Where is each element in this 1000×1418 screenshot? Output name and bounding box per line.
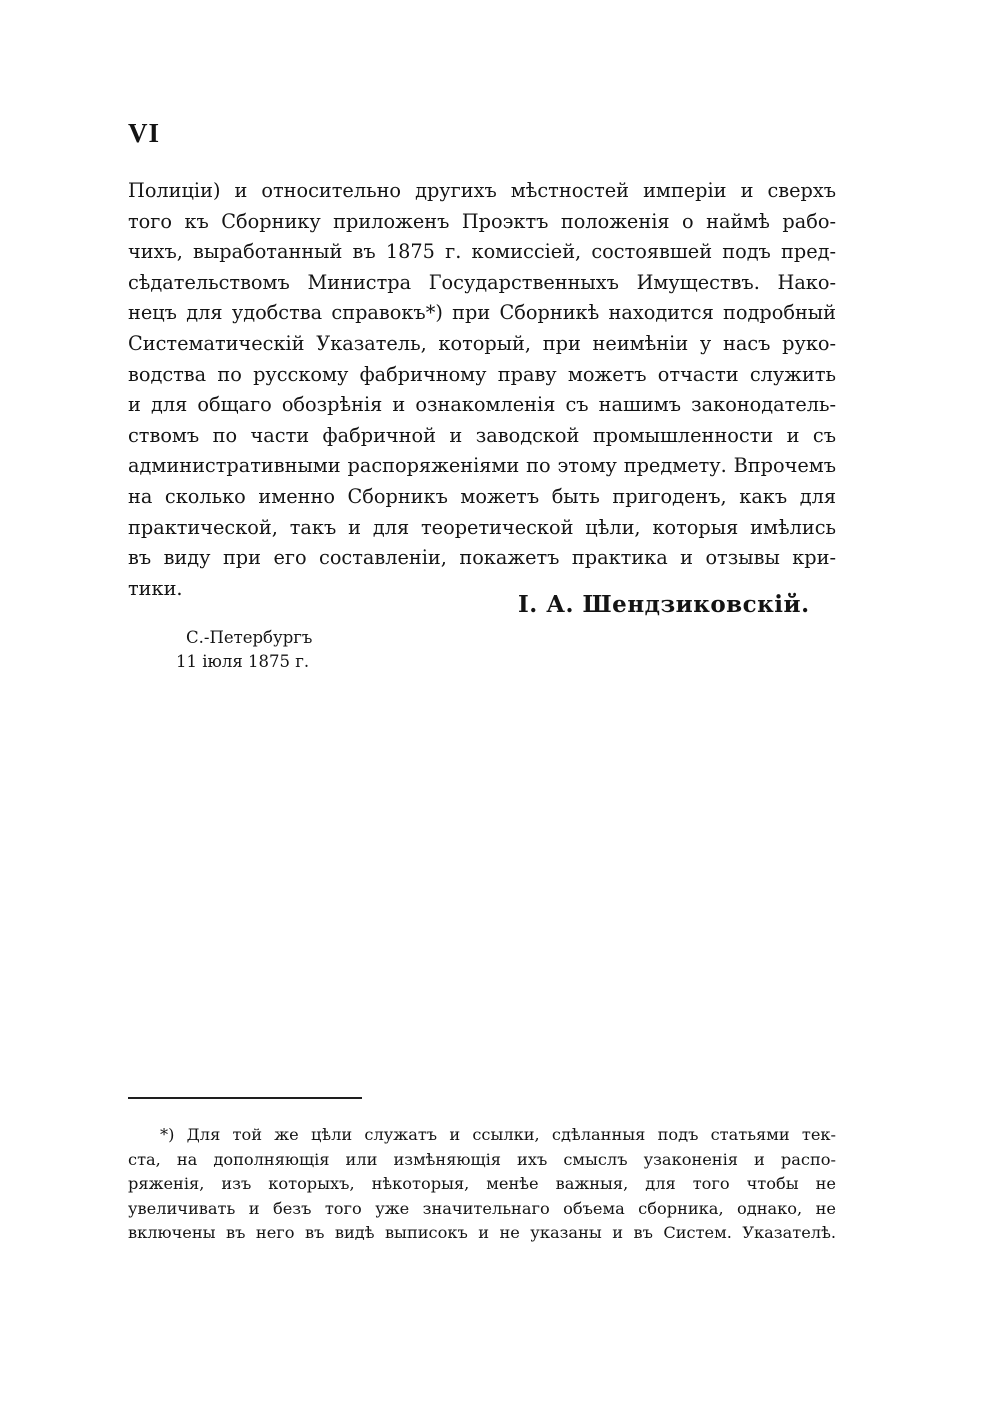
text-line: Систематическій Указатель, который, при неимѣніи у насъ руко- <box>128 331 836 355</box>
footnote-line: ста, на дополняющія или измѣняющія ихъ смыслъ узаконенія и распо- <box>128 1149 836 1169</box>
text-line: ствомъ по части фабричной и заводской промышленности и съ <box>128 423 836 447</box>
text-line: практической, такъ и для теоретической цѣли, которыя имѣлись <box>128 515 836 539</box>
text-line: чихъ, выработанный въ 1875 г. комиссіей, состоявшей подъ пред- <box>128 240 836 264</box>
text-line: на сколько именно Сборникъ можетъ быть пригоденъ, какъ для <box>128 484 836 508</box>
text-line: тики. <box>128 576 183 600</box>
author-signature: I. А. Шендзиковскій. <box>518 591 810 618</box>
text-line: сѣдательствомъ Министра Государственныхъ Имуществъ. Нако- <box>128 270 836 294</box>
text-line: нецъ для удобства справокъ*) при Сборникѣ находится подробный <box>128 301 836 325</box>
text-line: водства по русскому фабричному праву можетъ отчасти служить <box>128 362 836 386</box>
footnote-divider <box>128 1097 362 1099</box>
text-line: въ виду при его составленіи, покажетъ практика и отзывы кри- <box>128 546 836 570</box>
footnote <box>128 1123 836 1246</box>
place-line: С.-Петербургъ <box>186 628 313 647</box>
footnote-line: *) Для той же цѣли служатъ и ссылки, сдѣланныя подъ статьями тек- <box>160 1125 836 1144</box>
footnote-line: увеличивать и безъ того уже значительнаго объема сборника, однако, не <box>128 1198 836 1218</box>
page-number: VI <box>128 118 161 148</box>
text-line: и для общаго обозрѣнія и ознакомленія съ нашимъ законодатель- <box>128 393 836 417</box>
text-line: Полиціи) и относительно другихъ мѣстностей имперіи и сверхъ <box>128 179 836 202</box>
footnote-line: включены въ него въ видѣ выписокъ и не указаны и въ Систем. Указателѣ. <box>128 1223 836 1243</box>
date-line: 11 іюля 1875 г. <box>176 652 310 671</box>
text-line: того къ Сборнику приложенъ Проэктъ положенія о наймѣ рабо- <box>128 209 836 233</box>
footnote-line: ряженія, изъ которыхъ, нѣкоторыя, менѣе важныя, для того чтобы не <box>128 1174 836 1194</box>
text-line: административными распоряженіями по этому предмету. Впрочемъ <box>128 454 836 478</box>
body-paragraph <box>128 176 836 604</box>
